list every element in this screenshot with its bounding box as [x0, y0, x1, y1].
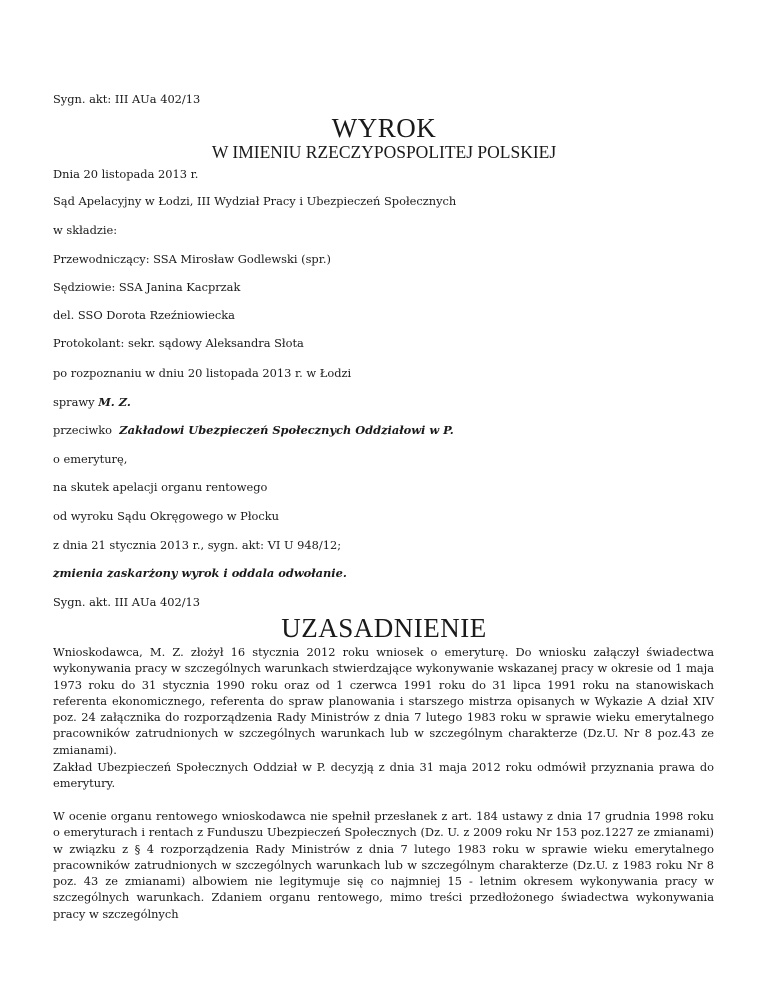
judgment-date: Dnia 20 listopada 2013 r.: [53, 167, 199, 181]
against-prefix: przeciwko: [53, 423, 113, 437]
case-reference-bottom: Sygn. akt. III AUa 402/13: [53, 595, 201, 609]
presiding-judge: Przewodniczący: SSA Mirosław Godlewski (spr.): [53, 252, 331, 266]
against-party: Zakładowi Ubezpieczeń Społecznych Oddziałowi w P.: [119, 423, 454, 437]
case-reference-top: Sygn. akt: III AUa 402/13: [53, 92, 201, 106]
justification-title: UZASADNIENIE: [281, 613, 487, 643]
hearing-info: po rozpoznaniu w dniu 20 listopada 2013 r. w Łodzi: [53, 366, 352, 380]
delegated-judge: del. SSO Dorota Rzeźniowiecka: [53, 308, 235, 322]
document-title: WYROK: [331, 113, 437, 143]
justification-paragraph: W ocenie organu rentowego wnioskodawca nie spełnił przesłanek z art. 184 ustawy z dnia 17 grudnia 1998 roku o emeryturach i rentach z Funduszu Ubezpieczeń Społecznych (Dz. U. z 2009 roku Nr 153 poz.1227 ze zmianami) w związku z § 4 rozporządzenia Rady Ministrów z dnia 7 lutego 1983 roku w sprawie wieku emerytalnego pracowników zatrudnionych w szczególnych warunkach lub w szczególnym charakterze (Dz.U. z 1983 roku Nr 8 poz. 43 ze zmianami) albowiem nie legitymuje się co najmniej 15 - letnim okresem wykonywania pracy w szczególnych warunkach. Zdaniem organu rentowego, mimo treści przedłożonego świadectwa wykonywania pracy w szczególnych: [53, 809, 714, 921]
court-name: Sąd Apelacyjny w Łodzi, III Wydział Pracy i Ubezpieczeń Społecznych: [53, 194, 457, 208]
justification-paragraph: Zakład Ubezpieczeń Społecznych Oddział w P. decyzją z dnia 31 maja 2012 roku odmówił przyznania prawa do emerytury.: [53, 760, 714, 791]
judges: Sędziowie: SSA Janina Kacprzak: [53, 280, 241, 294]
against-line: [53, 423, 454, 438]
case-subject: o emeryturę,: [53, 452, 128, 466]
composition-label: w składzie:: [53, 223, 118, 237]
case-party: M. Z.: [98, 395, 131, 409]
ruling: zmienia zaskarżony wyrok i oddala odwołanie.: [53, 566, 347, 580]
case-line: [53, 395, 131, 410]
document-subtitle: W IMIENIU RZECZYPOSPOLITEJ POLSKIEJ: [211, 142, 557, 162]
court-clerk: Protokolant: sekr. sądowy Aleksandra Słota: [53, 336, 304, 350]
appeal-info: na skutek apelacji organu rentowego: [53, 480, 268, 494]
lower-judgment-date: z dnia 21 stycznia 2013 r., sygn. akt: VI U 948/12;: [53, 538, 342, 552]
case-prefix: sprawy: [53, 395, 95, 409]
justification-paragraph: Wnioskodawca, M. Z. złożył 16 stycznia 2012 roku wniosek o emeryturę. Do wniosku załączył świadectwa wykonywania pracy w szczególnych warunkach stwierdzające wykonywanie wskazanej pracy w okresie od 1 maja 1973 roku do 31 stycznia 1990 roku oraz od 1 czerwca 1991 roku do 31 lipca 1991 roku na stanowiskach referenta ekonomicznego, referenta do spraw planowania i starszego mistrza opisanych w Wykazie A dział XIV poz. 24 załącznika do rozporządzenia Rady Ministrów z dnia 7 lutego 1983 roku w sprawie wieku emerytalnego pracowników zatrudnionych w szczególnych warunkach lub w szczególnym charakterze (Dz.U. Nr 8 poz.43 ze zmianami).: [53, 645, 714, 757]
lower-court-judgment: od wyroku Sądu Okręgowego w Płocku: [53, 509, 279, 523]
